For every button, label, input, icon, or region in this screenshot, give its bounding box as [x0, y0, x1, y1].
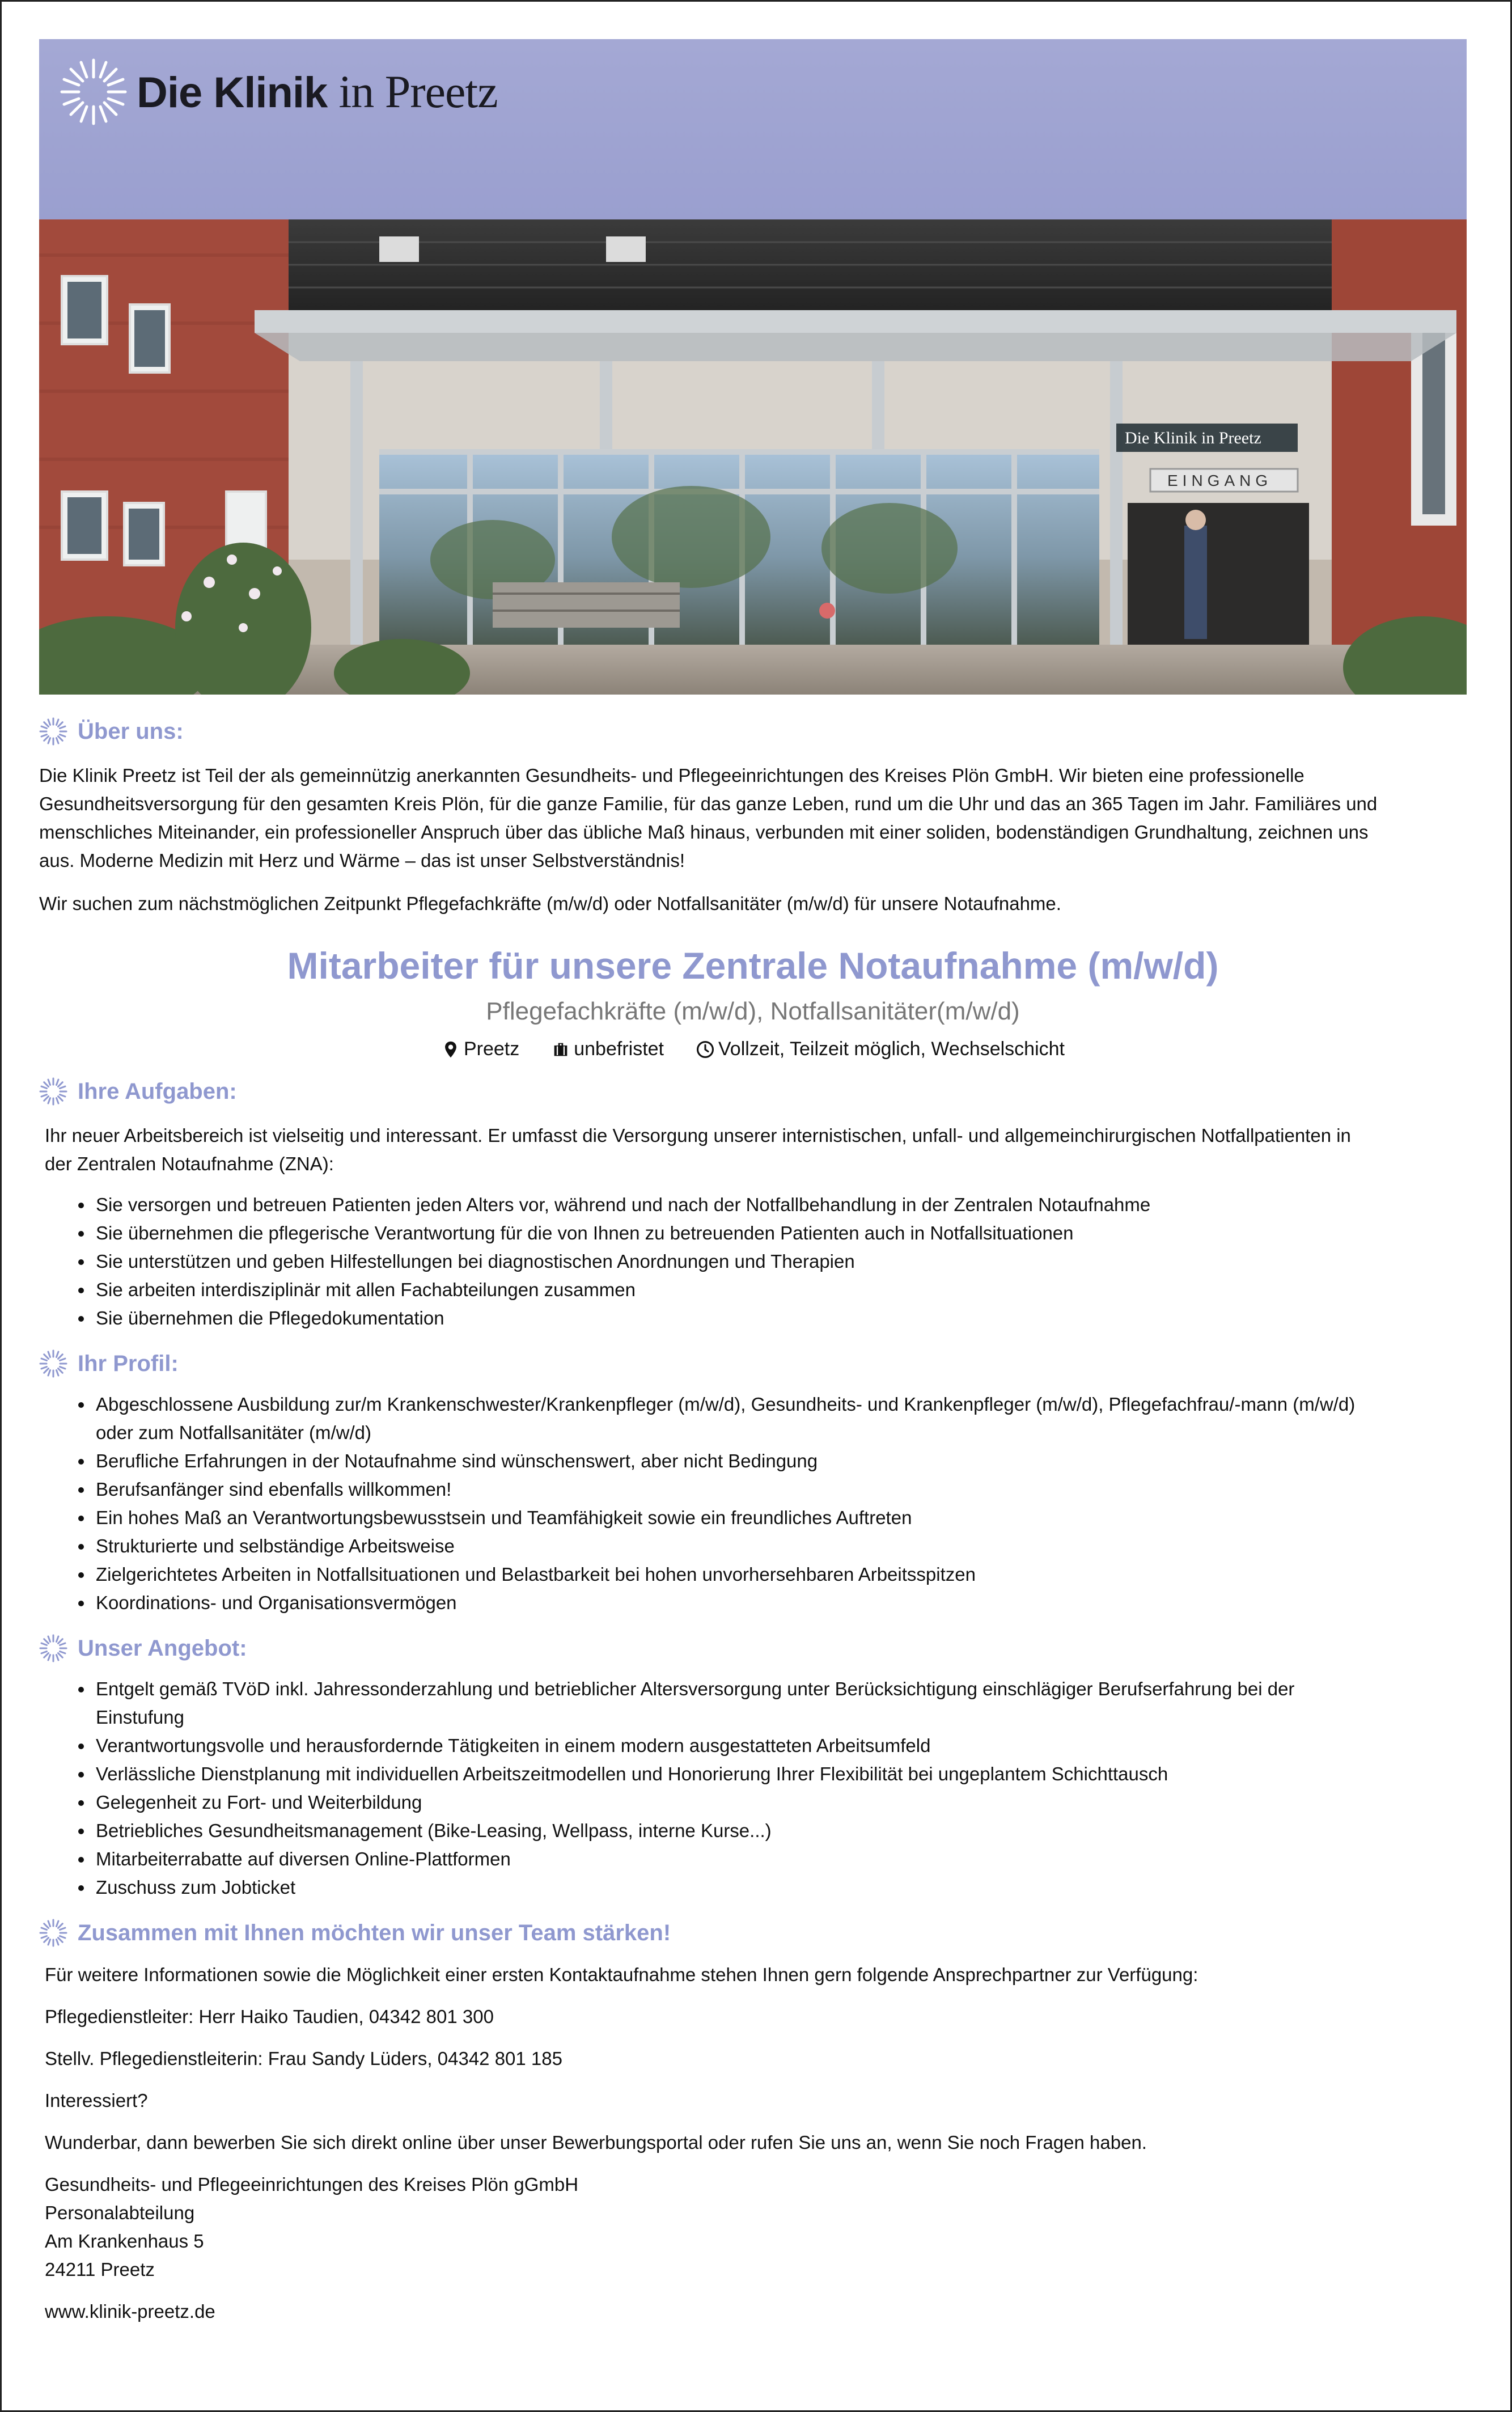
list-item-line: Entgelt gemäß TVöD inkl. Jahressonderzahlung und betrieblicher Altersversorgung unter Berücksichtigung einschlägiger Berufserfahrung bei der [96, 1678, 1295, 1699]
list-item: • Sie übernehmen die pflegerische Verantwortung für die von Ihnen zu betreuenden Patienten auch in Notfallsituationen [94, 1219, 1467, 1247]
list-item: • Zielgerichtetes Arbeiten in Notfallsituationen und Belastbarkeit bei hohen unvorhersehbaren Arbeitsspitzen [94, 1560, 1467, 1589]
job-location-text: Preetz [463, 1038, 520, 1060]
address-line: Gesundheits- und Pflegeeinrichtungen des Kreises Plön gGmbH [45, 2174, 579, 2195]
profile-heading [39, 1349, 1467, 1378]
address-line: Personalabteilung [45, 2202, 195, 2223]
sun-burst-icon [39, 1919, 67, 1947]
about-line: Gesundheitsversorgung für den gesamten Kreis Plön, für die ganze Familie, für das ganze Leben, rund um die Uhr und das an 365 Tagen im Jahr. Familiäres und [39, 793, 1378, 814]
job-title: Mitarbeiter für unsere Zentrale Notaufnahme (m/w/d) [287, 945, 1219, 987]
list-item: • Strukturierte und selbständige Arbeitsweise [94, 1532, 1467, 1560]
list-item: • Mitarbeiterrabatte auf diversen Online-Plattformen [94, 1845, 1467, 1873]
contact-block [39, 1961, 1467, 2326]
sun-burst-icon [39, 1634, 67, 1662]
job-subtitle: Pflegefachkräfte (m/w/d), Notfallsanitäter(m/w/d) [486, 997, 1020, 1025]
offer-heading [39, 1634, 1467, 1662]
main-content [39, 717, 1467, 2326]
contact-heading-text: Zusammen mit Ihnen möchten wir unser Team stärken! [78, 1920, 671, 1945]
about-line: Die Klinik Preetz ist Teil der als gemeinnützig anerkannten Gesundheits- und Pflegeeinrichtungen des Kreises Plön GmbH. Wir bieten eine professionelle [39, 765, 1305, 786]
contact-person-1: Pflegedienstleiter: Herr Haiko Taudien, 04342 801 300 [45, 2006, 494, 2027]
contact-question: Interessiert? [45, 2090, 148, 2111]
list-item: • Betriebliches Gesundheitsmanagement (Bike-Leasing, Wellpass, interne Kurse...) [94, 1817, 1467, 1845]
clinic-entrance-photo [39, 219, 1467, 695]
tasks-heading [39, 1077, 1467, 1106]
sun-burst-icon [39, 1349, 67, 1378]
job-hours-text: Vollzeit, Teilzeit möglich, Wechselschicht [718, 1038, 1065, 1060]
logo-name-light: in Preetz [338, 66, 498, 117]
contact-intro: Für weitere Informationen sowie die Möglichkeit einer ersten Kontaktaufnahme stehen Ihnen gern folgende Ansprechpartner zur Verfügung: [45, 1964, 1198, 1985]
about-search-text: Wir suchen zum nächstmöglichen Zeitpunkt Pflegefachkräfte (m/w/d) oder Notfallsanitäter (m/w/d) für unsere Notaufnahme. [39, 893, 1061, 914]
list-item-line: Einstufung [96, 1707, 184, 1728]
photo-sign-text: Die Klinik in Preetz [1125, 429, 1261, 447]
list-item: • Verantwortungsvolle und herausfordernde Tätigkeiten in einem modern ausgestatteten Arbeitsumfeld [94, 1732, 1467, 1760]
list-item [94, 1390, 1467, 1447]
list-item: • Sie arbeiten interdisziplinär mit allen Fachabteilungen zusammen [94, 1276, 1467, 1304]
list-item-line: oder zum Notfallsanitäter (m/w/d) [96, 1422, 371, 1443]
address-line: Am Krankenhaus 5 [45, 2231, 204, 2252]
offer-list [39, 1675, 1467, 1902]
tasks-intro-line: der Zentralen Notaufnahme (ZNA): [45, 1153, 334, 1174]
list-item-line: Abgeschlossene Ausbildung zur/m Krankenschwester/Krankenpfleger (m/w/d), Gesundheits- und Krankenpfleger (m/w/d), Pflegefachfrau/-mann (m/w/d) [96, 1394, 1356, 1415]
profile-list [39, 1390, 1467, 1617]
map-pin-icon [441, 1040, 460, 1059]
about-line: menschliches Miteinander, ein professioneller Anspruch über das übliche Maß hinaus, verbunden mit einer soliden, bodenständigen Grundhaltung, zeichnen uns [39, 822, 1369, 843]
list-item: • Sie übernehmen die Pflegedokumentation [94, 1304, 1467, 1332]
about-line: aus. Moderne Medizin mit Herz und Wärme – das ist unser Selbstverständnis! [39, 850, 685, 871]
tasks-heading-text: Ihre Aufgaben: [78, 1078, 237, 1104]
job-meta [39, 1038, 1467, 1060]
profile-heading-text: Ihr Profil: [78, 1351, 179, 1376]
list-item: • Sie versorgen und betreuen Patienten jeden Alters vor, während und nach der Notfallbehandlung in der Zentralen Notaufnahme [94, 1191, 1467, 1219]
contact-person-2: Stellv. Pflegedienstleiterin: Frau Sandy Lüders, 04342 801 185 [45, 2048, 562, 2069]
list-item [94, 1675, 1467, 1732]
list-item: • Sie unterstützen und geben Hilfestellungen bei diagnostischen Anordnungen und Therapien [94, 1247, 1467, 1276]
website-link[interactable]: www.klinik-preetz.de [45, 2301, 215, 2322]
list-item: • Ein hohes Maß an Verantwortungsbewusstsein und Teamfähigkeit sowie ein freundliches Auftreten [94, 1504, 1467, 1532]
tasks-list [39, 1191, 1467, 1332]
sun-burst-icon [39, 717, 67, 746]
about-heading-text: Über uns: [78, 718, 184, 744]
list-item: • Berufliche Erfahrungen in der Notaufnahme sind wünschenswert, aber nicht Bedingung [94, 1447, 1467, 1475]
list-item: • Verlässliche Dienstplanung mit individuellen Arbeitszeitmodellen und Honorierung Ihrer Flexibilität bei ungeplantem Schichttausch [94, 1760, 1467, 1788]
list-item: • Gelegenheit zu Fort- und Weiterbildung [94, 1788, 1467, 1817]
photo-entrance-label: EINGANG [1167, 472, 1273, 489]
logo-text [137, 65, 498, 119]
sun-burst-icon [39, 1077, 67, 1106]
contact-cta: Wunderbar, dann bewerben Sie sich direkt online über unser Bewerbungsportal oder rufen Sie uns an, wenn Sie noch Fragen haben. [45, 2132, 1147, 2153]
tasks-intro-line: Ihr neuer Arbeitsbereich ist vielseitig und interessant. Er umfasst die Versorgung unserer internistischen, unfall- und allgemeinchirurgischen Notfallpatienten in [45, 1125, 1351, 1146]
offer-heading-text: Unser Angebot: [78, 1635, 247, 1661]
about-heading [39, 717, 1467, 746]
list-item: • Zuschuss zum Jobticket [94, 1873, 1467, 1902]
list-item: • Koordinations- und Organisationsvermögen [94, 1589, 1467, 1617]
job-contract [551, 1038, 664, 1060]
about-paragraph [39, 761, 1467, 875]
clock-icon [696, 1040, 715, 1059]
briefcase-icon [551, 1040, 570, 1059]
clinic-logo[interactable] [58, 55, 498, 129]
job-hours [696, 1038, 1065, 1060]
sun-burst-logo-icon [58, 57, 129, 127]
list-item: • Berufsanfänger sind ebenfalls willkommen! [94, 1475, 1467, 1504]
job-location [441, 1038, 519, 1060]
tasks-intro [39, 1122, 1467, 1178]
job-contract-text: unbefristet [574, 1038, 664, 1060]
address-line: 24211 Preetz [45, 2259, 155, 2280]
postal-address [45, 2170, 1467, 2284]
contact-heading [39, 1919, 1467, 1947]
logo-name-bold: Die Klinik [137, 69, 328, 117]
